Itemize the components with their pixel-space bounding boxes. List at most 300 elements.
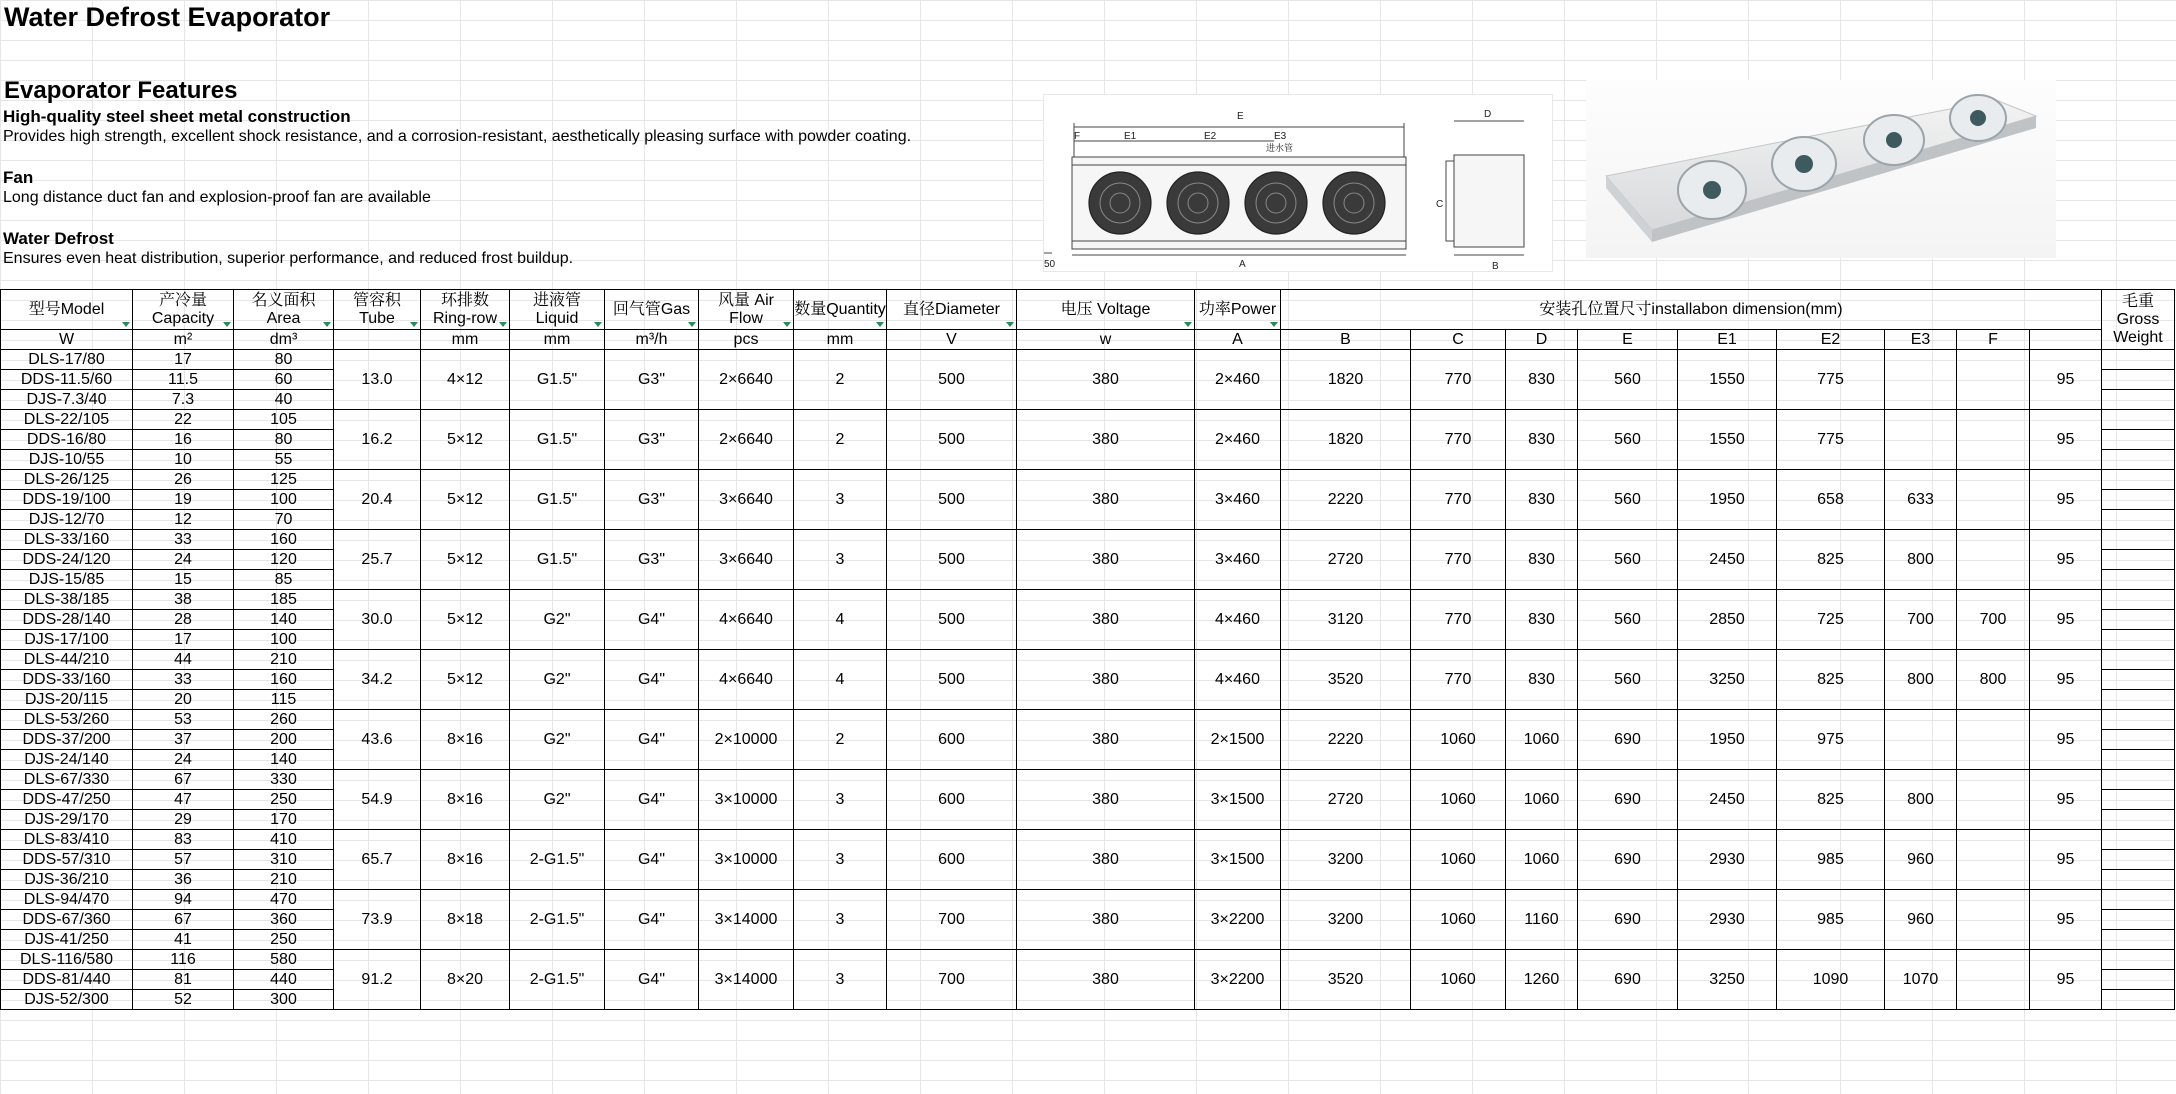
gross-weight-cell[interactable]	[2102, 930, 2175, 950]
gross-weight-cell[interactable]	[2102, 770, 2175, 790]
model-cell: DJS-52/300	[1, 990, 133, 1010]
spec-cell-e: 1950	[1678, 470, 1777, 530]
spec-cell-tube: 20.4	[334, 470, 421, 530]
spec-cell-airflow: 2×6640	[699, 350, 794, 410]
spec-cell-airflow: 2×10000	[699, 710, 794, 770]
unit-cell: F	[1957, 330, 2030, 350]
capacity-cell: 81	[133, 970, 234, 990]
spec-cell-liquid: 2-G1.5"	[510, 890, 605, 950]
feature-desc: Provides high strength, excellent shock resistance, and a corrosion-resistant, aesthetically pleasing surface with powder coating.	[3, 128, 912, 145]
spec-cell-liquid: G2"	[510, 770, 605, 830]
spec-cell-b: 770	[1411, 350, 1506, 410]
filter-dropdown-icon[interactable]	[688, 322, 696, 327]
table-row	[1, 650, 2175, 670]
spec-cell-airflow: 2×6640	[699, 410, 794, 470]
model-cell: DJS-36/210	[1, 870, 133, 890]
filter-dropdown-icon[interactable]	[323, 322, 331, 327]
spec-cell-f: 95	[2030, 410, 2102, 470]
gross-weight-cell[interactable]	[2102, 410, 2175, 430]
gross-weight-cell[interactable]	[2102, 350, 2175, 370]
spec-cell-c: 830	[1506, 350, 1578, 410]
capacity-cell: 10	[133, 450, 234, 470]
gross-weight-cell[interactable]	[2102, 550, 2175, 570]
spec-cell-e1: 825	[1777, 650, 1885, 710]
spec-cell-liquid: G2"	[510, 650, 605, 710]
unit-cell: E1	[1678, 330, 1777, 350]
model-cell: DLS-53/260	[1, 710, 133, 730]
model-cell: DJS-24/140	[1, 750, 133, 770]
spec-cell-e2: 800	[1885, 530, 1957, 590]
spec-cell-e2: 700	[1885, 590, 1957, 650]
spec-cell-liquid: G2"	[510, 710, 605, 770]
spec-cell-a: 3520	[1281, 650, 1411, 710]
gross-weight-cell[interactable]	[2102, 670, 2175, 690]
area-cell: 250	[234, 790, 334, 810]
capacity-cell: 53	[133, 710, 234, 730]
table-row	[1, 890, 2175, 910]
spec-cell-power: 3×1500	[1195, 830, 1281, 890]
spec-cell-gas: G4"	[605, 830, 699, 890]
spec-cell-d: 690	[1578, 830, 1678, 890]
gross-weight-cell[interactable]	[2102, 810, 2175, 830]
spec-cell-ringrow: 5×12	[421, 590, 510, 650]
gross-weight-cell[interactable]	[2102, 750, 2175, 770]
spec-cell-diameter: 500	[887, 650, 1017, 710]
capacity-cell: 26	[133, 470, 234, 490]
model-cell: DJS-7.3/40	[1, 390, 133, 410]
spec-cell-d: 690	[1578, 890, 1678, 950]
spec-cell-qty: 3	[794, 770, 887, 830]
spec-cell-e1: 985	[1777, 890, 1885, 950]
spec-cell-e3	[1957, 410, 2030, 470]
area-cell: 100	[234, 630, 334, 650]
spec-cell-ringrow: 5×12	[421, 530, 510, 590]
spec-cell-gas: G3"	[605, 350, 699, 410]
gross-weight-cell[interactable]	[2102, 790, 2175, 810]
filter-dropdown-icon[interactable]	[410, 322, 418, 327]
spec-cell-b: 770	[1411, 470, 1506, 530]
area-cell: 125	[234, 470, 334, 490]
capacity-cell: 116	[133, 950, 234, 970]
area-cell: 140	[234, 610, 334, 630]
spec-cell-qty: 3	[794, 950, 887, 1010]
model-cell: DJS-10/55	[1, 450, 133, 470]
capacity-cell: 17	[133, 630, 234, 650]
capacity-cell: 67	[133, 910, 234, 930]
unit-cell: V	[887, 330, 1017, 350]
spec-cell-gas: G4"	[605, 890, 699, 950]
area-cell: 310	[234, 850, 334, 870]
spec-cell-e: 1550	[1678, 410, 1777, 470]
spec-cell-b: 1060	[1411, 710, 1506, 770]
spec-cell-airflow: 3×14000	[699, 950, 794, 1010]
spec-cell-b: 1060	[1411, 950, 1506, 1010]
spec-cell-voltage: 380	[1017, 950, 1195, 1010]
spec-cell-voltage: 380	[1017, 470, 1195, 530]
spec-cell-gas: G3"	[605, 410, 699, 470]
capacity-cell: 83	[133, 830, 234, 850]
capacity-cell: 19	[133, 490, 234, 510]
spec-cell-liquid: G2"	[510, 590, 605, 650]
capacity-cell: 67	[133, 770, 234, 790]
header-diameter[interactable]: 直径Diameter	[887, 290, 1017, 330]
spec-cell-tube: 54.9	[334, 770, 421, 830]
gross-weight-cell[interactable]	[2102, 570, 2175, 590]
spec-cell-airflow: 4×6640	[699, 650, 794, 710]
area-cell: 210	[234, 870, 334, 890]
spec-cell-ringrow: 8×18	[421, 890, 510, 950]
spec-cell-e: 2850	[1678, 590, 1777, 650]
header-airflow[interactable]: 风量 Air Flow	[699, 290, 794, 330]
spec-cell-power: 2×460	[1195, 410, 1281, 470]
model-cell: DDS-57/310	[1, 850, 133, 870]
model-cell: DDS-11.5/60	[1, 370, 133, 390]
area-cell: 40	[234, 390, 334, 410]
spec-cell-e1: 825	[1777, 530, 1885, 590]
area-cell: 300	[234, 990, 334, 1010]
capacity-cell: 57	[133, 850, 234, 870]
table-row	[1, 410, 2175, 430]
gross-weight-cell[interactable]	[2102, 370, 2175, 390]
model-cell: DDS-37/200	[1, 730, 133, 750]
capacity-cell: 36	[133, 870, 234, 890]
spec-cell-b: 1060	[1411, 830, 1506, 890]
spec-cell-e3	[1957, 710, 2030, 770]
area-cell: 70	[234, 510, 334, 530]
spec-cell-airflow: 3×10000	[699, 830, 794, 890]
header-tube[interactable]: 管容积 Tube	[334, 290, 421, 330]
capacity-cell: 22	[133, 410, 234, 430]
spec-cell-c: 830	[1506, 590, 1578, 650]
capacity-cell: 28	[133, 610, 234, 630]
gross-weight-cell[interactable]	[2102, 850, 2175, 870]
spec-cell-c: 1060	[1506, 710, 1578, 770]
spec-cell-d: 560	[1578, 530, 1678, 590]
spec-cell-a: 2220	[1281, 710, 1411, 770]
spec-cell-e: 2450	[1678, 770, 1777, 830]
spec-cell-a: 1820	[1281, 350, 1411, 410]
capacity-cell: 24	[133, 550, 234, 570]
spec-cell-d: 560	[1578, 590, 1678, 650]
model-cell: DLS-44/210	[1, 650, 133, 670]
gross-weight-cell[interactable]	[2102, 870, 2175, 890]
spec-cell-b: 770	[1411, 530, 1506, 590]
header-liquid[interactable]: 进液管 Liquid	[510, 290, 605, 330]
gross-weight-cell[interactable]	[2102, 730, 2175, 750]
model-cell: DJS-12/70	[1, 510, 133, 530]
gross-weight-cell[interactable]	[2102, 490, 2175, 510]
spec-cell-d: 560	[1578, 650, 1678, 710]
filter-dropdown-icon[interactable]	[783, 322, 791, 327]
gross-weight-cell[interactable]	[2102, 710, 2175, 730]
gross-weight-cell[interactable]	[2102, 830, 2175, 850]
gross-weight-cell[interactable]	[2102, 630, 2175, 650]
spec-cell-tube: 16.2	[334, 410, 421, 470]
gross-weight-cell[interactable]	[2102, 590, 2175, 610]
unit-cell: mm	[794, 330, 887, 350]
capacity-cell: 44	[133, 650, 234, 670]
spec-cell-f: 95	[2030, 470, 2102, 530]
spec-cell-gas: G3"	[605, 470, 699, 530]
model-cell: DJS-29/170	[1, 810, 133, 830]
dim-label: B	[1492, 261, 1499, 271]
spec-cell-diameter: 500	[887, 590, 1017, 650]
model-cell: DLS-116/580	[1, 950, 133, 970]
capacity-cell: 15	[133, 570, 234, 590]
gross-weight-cell[interactable]	[2102, 470, 2175, 490]
spec-cell-qty: 3	[794, 470, 887, 530]
spec-cell-e2	[1885, 410, 1957, 470]
gross-weight-cell[interactable]	[2102, 690, 2175, 710]
gross-weight-cell[interactable]	[2102, 890, 2175, 910]
header-power[interactable]: 功率Power	[1195, 290, 1281, 330]
feature-title: High-quality steel sheet metal construction	[3, 107, 351, 126]
header-capacity[interactable]: 产冷量 Capacity	[133, 290, 234, 330]
spec-cell-c: 1260	[1506, 950, 1578, 1010]
gross-weight-cell[interactable]	[2102, 610, 2175, 630]
spec-cell-d: 560	[1578, 350, 1678, 410]
header-area[interactable]: 名义面积 Area	[234, 290, 334, 330]
gross-weight-cell[interactable]	[2102, 950, 2175, 970]
header-model[interactable]: 型号Model	[1, 290, 133, 330]
spec-cell-a: 3200	[1281, 830, 1411, 890]
features-heading: Evaporator Features	[4, 77, 238, 104]
spec-cell-liquid: 2-G1.5"	[510, 950, 605, 1010]
spec-cell-f: 95	[2030, 350, 2102, 410]
table-row	[1, 830, 2175, 850]
spec-cell-power: 3×2200	[1195, 950, 1281, 1010]
header-install-dimension[interactable]: 安装孔位置尺寸installabon dimension(mm)	[1281, 290, 2102, 330]
table-row	[1, 710, 2175, 730]
spec-cell-b: 770	[1411, 650, 1506, 710]
spec-cell-b: 1060	[1411, 770, 1506, 830]
area-cell: 80	[234, 350, 334, 370]
units-row	[1, 330, 2175, 350]
header-gross-weight: 毛重 Gross Weight	[2102, 290, 2175, 350]
spec-cell-tube: 73.9	[334, 890, 421, 950]
spec-cell-a: 2720	[1281, 770, 1411, 830]
spec-table	[0, 289, 2175, 1010]
spec-cell-tube: 30.0	[334, 590, 421, 650]
spec-cell-airflow: 3×6640	[699, 530, 794, 590]
spec-cell-power: 2×1500	[1195, 710, 1281, 770]
model-cell: DJS-17/100	[1, 630, 133, 650]
unit-cell: dm³	[234, 330, 334, 350]
spec-cell-f: 95	[2030, 890, 2102, 950]
spec-cell-power: 3×460	[1195, 470, 1281, 530]
spec-cell-gas: G3"	[605, 530, 699, 590]
spec-cell-e: 1950	[1678, 710, 1777, 770]
spec-cell-c: 830	[1506, 530, 1578, 590]
area-cell: 260	[234, 710, 334, 730]
unit-cell: m³/h	[605, 330, 699, 350]
area-cell: 160	[234, 670, 334, 690]
spec-cell-e3	[1957, 350, 2030, 410]
spec-cell-f: 95	[2030, 590, 2102, 650]
spec-cell-d: 560	[1578, 470, 1678, 530]
feature-title: Fan	[3, 168, 34, 187]
unit-cell: E2	[1777, 330, 1885, 350]
spec-cell-voltage: 380	[1017, 650, 1195, 710]
spec-cell-a: 3120	[1281, 590, 1411, 650]
unit-cell: pcs	[699, 330, 794, 350]
spec-cell-gas: G4"	[605, 950, 699, 1010]
model-cell: DJS-15/85	[1, 570, 133, 590]
table-row	[1, 470, 2175, 490]
gross-weight-cell[interactable]	[2102, 430, 2175, 450]
filter-dropdown-icon[interactable]	[122, 322, 130, 327]
capacity-cell: 52	[133, 990, 234, 1010]
capacity-cell: 11.5	[133, 370, 234, 390]
unit-cell: mm	[510, 330, 605, 350]
model-cell: DDS-19/100	[1, 490, 133, 510]
spec-cell-qty: 3	[794, 890, 887, 950]
area-cell: 115	[234, 690, 334, 710]
spec-cell-voltage: 380	[1017, 530, 1195, 590]
capacity-cell: 7.3	[133, 390, 234, 410]
spec-cell-e2	[1885, 350, 1957, 410]
spec-cell-voltage: 380	[1017, 770, 1195, 830]
area-cell: 580	[234, 950, 334, 970]
spec-cell-f: 95	[2030, 710, 2102, 770]
spec-cell-power: 4×460	[1195, 650, 1281, 710]
gross-weight-cell[interactable]	[2102, 910, 2175, 930]
spec-cell-e1: 775	[1777, 350, 1885, 410]
area-cell: 410	[234, 830, 334, 850]
spec-cell-e2: 800	[1885, 770, 1957, 830]
dimension-drawing-svg	[1044, 95, 1552, 271]
spec-cell-c: 830	[1506, 410, 1578, 470]
spec-cell-voltage: 380	[1017, 890, 1195, 950]
model-cell: DLS-26/125	[1, 470, 133, 490]
area-cell: 100	[234, 490, 334, 510]
dim-note: 进水管	[1266, 143, 1294, 153]
spec-cell-a: 3200	[1281, 890, 1411, 950]
spec-cell-e3: 700	[1957, 590, 2030, 650]
capacity-cell: 20	[133, 690, 234, 710]
spec-cell-d: 690	[1578, 950, 1678, 1010]
spec-cell-ringrow: 5×12	[421, 650, 510, 710]
dim-label: A	[1239, 259, 1246, 270]
header-quantity[interactable]: 数量Quantity	[794, 290, 887, 330]
dimension-drawing	[1043, 94, 1553, 272]
spec-cell-ringrow: 8×16	[421, 710, 510, 770]
table-row	[1, 950, 2175, 970]
spec-cell-liquid: G1.5"	[510, 350, 605, 410]
spec-cell-voltage: 380	[1017, 590, 1195, 650]
dim-label: 50	[1044, 259, 1056, 270]
area-cell: 360	[234, 910, 334, 930]
spec-cell-power: 2×460	[1195, 350, 1281, 410]
table-row	[1, 530, 2175, 550]
filter-dropdown-icon[interactable]	[223, 322, 231, 327]
spec-cell-e3	[1957, 530, 2030, 590]
spec-cell-power: 4×460	[1195, 590, 1281, 650]
spec-cell-gas: G4"	[605, 650, 699, 710]
gross-weight-cell[interactable]	[2102, 650, 2175, 670]
filter-dropdown-icon[interactable]	[1006, 322, 1014, 327]
model-cell: DLS-38/185	[1, 590, 133, 610]
dim-label: E1	[1124, 131, 1137, 142]
area-cell: 200	[234, 730, 334, 750]
filter-dropdown-icon[interactable]	[499, 322, 507, 327]
area-cell: 330	[234, 770, 334, 790]
spec-cell-voltage: 380	[1017, 410, 1195, 470]
spec-cell-e: 3250	[1678, 650, 1777, 710]
filter-dropdown-icon[interactable]	[876, 322, 884, 327]
unit-cell: E	[1578, 330, 1678, 350]
gross-weight-cell[interactable]	[2102, 450, 2175, 470]
gross-weight-cell[interactable]	[2102, 990, 2175, 1010]
area-cell: 55	[234, 450, 334, 470]
spec-cell-d: 690	[1578, 710, 1678, 770]
model-cell: DDS-47/250	[1, 790, 133, 810]
spec-cell-e: 2930	[1678, 890, 1777, 950]
area-cell: 250	[234, 930, 334, 950]
spec-cell-e3	[1957, 890, 2030, 950]
header-voltage[interactable]: 电压 Voltage	[1017, 290, 1195, 330]
feature-desc: Long distance duct fan and explosion-proof fan are available	[3, 189, 431, 206]
spec-cell-e1: 658	[1777, 470, 1885, 530]
spec-cell-c: 830	[1506, 650, 1578, 710]
header-gas[interactable]: 回气管Gas	[605, 290, 699, 330]
unit-cell: W	[1, 330, 133, 350]
capacity-cell: 16	[133, 430, 234, 450]
model-cell: DLS-83/410	[1, 830, 133, 850]
gross-weight-cell[interactable]	[2102, 530, 2175, 550]
spec-cell-e1: 1090	[1777, 950, 1885, 1010]
spec-cell-airflow: 4×6640	[699, 590, 794, 650]
spec-cell-diameter: 700	[887, 950, 1017, 1010]
spec-cell-liquid: G1.5"	[510, 410, 605, 470]
filter-dropdown-icon[interactable]	[1270, 322, 1278, 327]
spec-cell-e2	[1885, 710, 1957, 770]
spec-cell-e2: 960	[1885, 830, 1957, 890]
spec-cell-e1: 975	[1777, 710, 1885, 770]
gross-weight-cell[interactable]	[2102, 510, 2175, 530]
capacity-cell: 94	[133, 890, 234, 910]
dim-label: D	[1484, 109, 1492, 120]
spec-cell-d: 690	[1578, 770, 1678, 830]
spec-cell-diameter: 500	[887, 530, 1017, 590]
spec-cell-a: 1820	[1281, 410, 1411, 470]
feature-title: Water Defrost	[3, 229, 114, 248]
model-cell: DDS-28/140	[1, 610, 133, 630]
spec-cell-diameter: 600	[887, 770, 1017, 830]
header-ring-row[interactable]: 环排数 Ring-row	[421, 290, 510, 330]
capacity-cell: 41	[133, 930, 234, 950]
filter-dropdown-icon[interactable]	[1184, 322, 1192, 327]
spec-cell-tube: 65.7	[334, 830, 421, 890]
gross-weight-cell[interactable]	[2102, 390, 2175, 410]
product-photo-svg	[1586, 80, 2056, 258]
spec-cell-diameter: 600	[887, 710, 1017, 770]
spec-cell-f: 95	[2030, 950, 2102, 1010]
spec-cell-e: 3250	[1678, 950, 1777, 1010]
spec-cell-c: 830	[1506, 470, 1578, 530]
spec-cell-e1: 775	[1777, 410, 1885, 470]
spec-cell-airflow: 3×6640	[699, 470, 794, 530]
filter-dropdown-icon[interactable]	[594, 322, 602, 327]
model-cell: DDS-67/360	[1, 910, 133, 930]
spec-cell-tube: 91.2	[334, 950, 421, 1010]
spec-cell-ringrow: 8×20	[421, 950, 510, 1010]
capacity-cell: 38	[133, 590, 234, 610]
unit-cell	[334, 330, 421, 350]
gross-weight-cell[interactable]	[2102, 970, 2175, 990]
model-cell: DLS-94/470	[1, 890, 133, 910]
spec-cell-liquid: G1.5"	[510, 530, 605, 590]
